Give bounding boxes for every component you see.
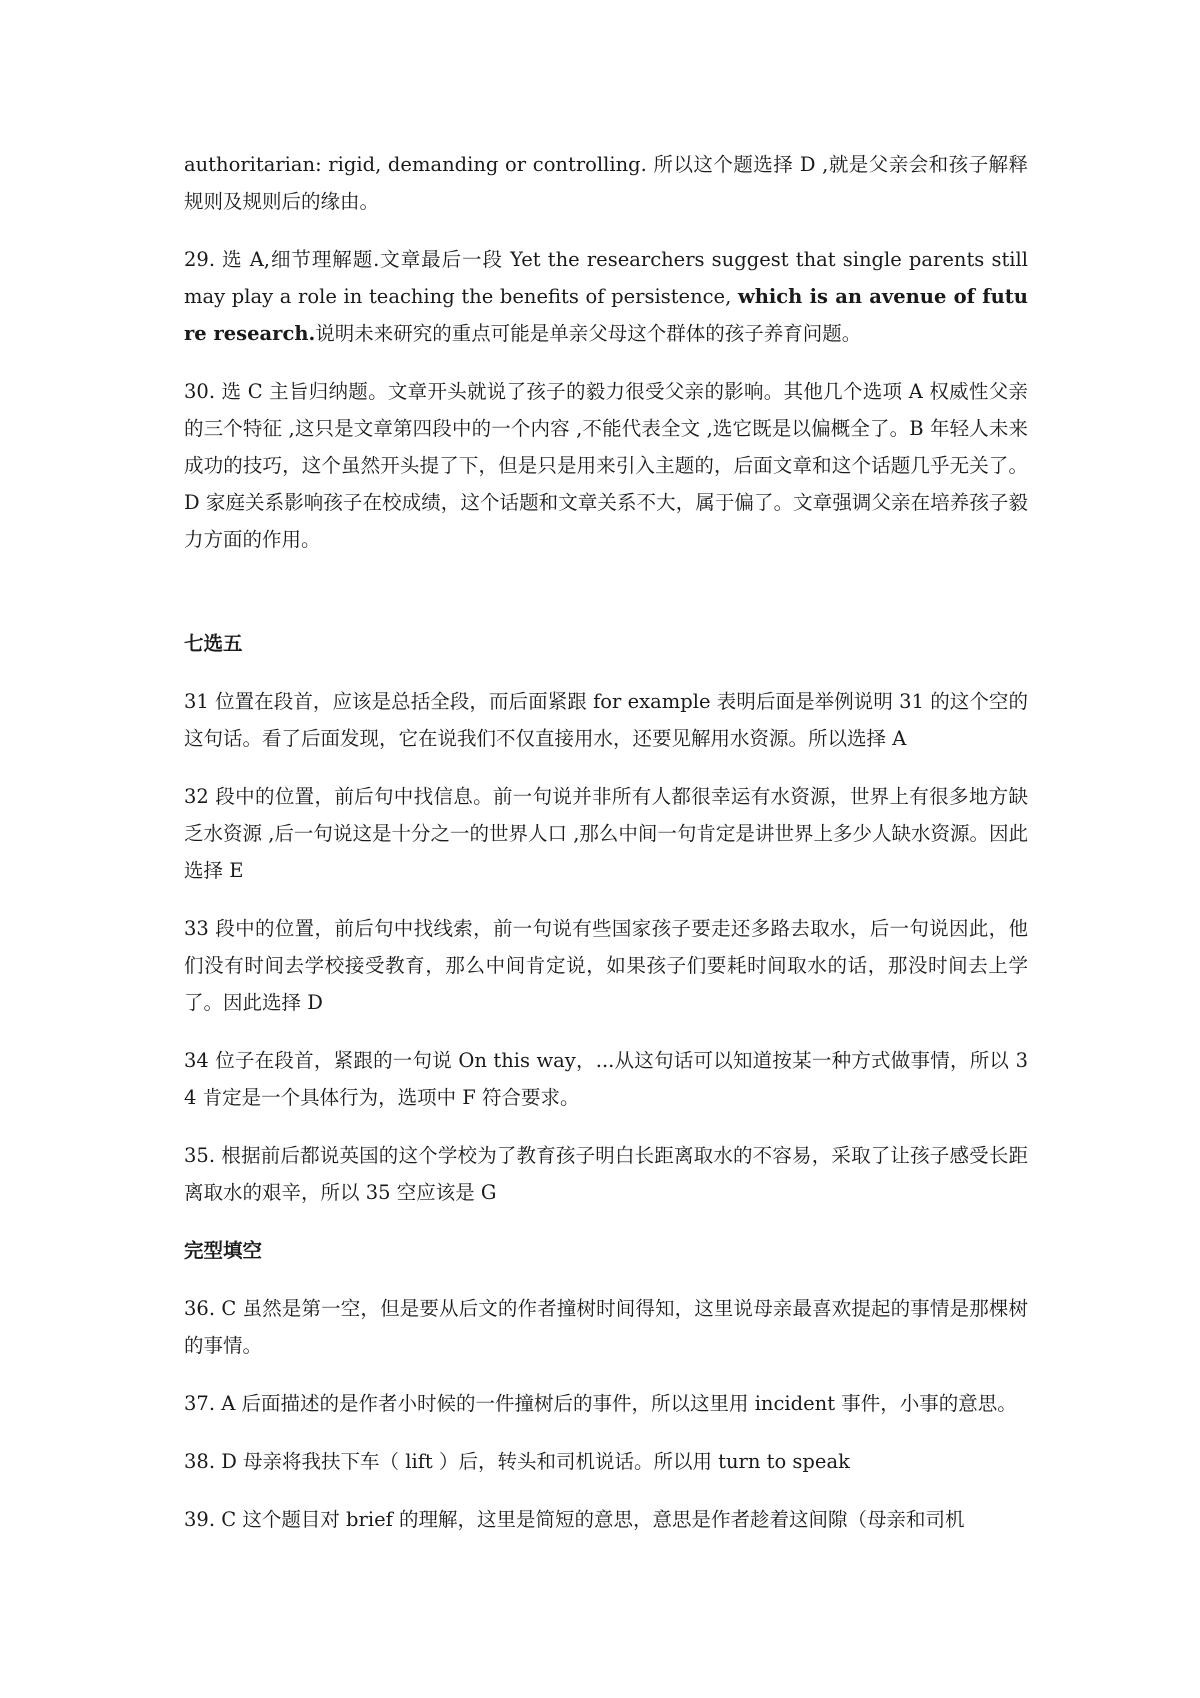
- section-heading-seven-choose-five: 七选五: [184, 632, 243, 655]
- answer-37: 37. A 后面描述的是作者小时候的一件撞树后的事件，所以这里用 incident 事件，小事的意思。: [184, 1392, 1017, 1415]
- paragraph-29-text: 29. 选 A,细节理解题.文章最后一段 Yet the researchers suggest that single parents still may play a role in teaching the benefits of persistence,: [184, 248, 1028, 308]
- document-page: [184, 146, 1028, 1559]
- paragraph-29-explanation: 说明未来研究的重点可能是单亲父母这个群体的孩子养育问题。: [315, 322, 862, 345]
- paragraph-29-bold: which is an avenue of future research.: [184, 285, 1028, 345]
- paragraph-30: 30. 选 C 主旨归纳题。文章开头就说了孩子的毅力很受父亲的影响。其他几个选项 A 权威性父亲的三个特征 ,这只是文章第四段中的一个内容 ,不能代表全文 ,选它既是以偏概全了。B 年轻人未来成功的技巧，这个虽然开头提了下，但是只是用来引入主题的，后面文章和这个话题几乎无关了。D 家庭关系影响孩子在校成绩，这个话题和文章关系不大，属于偏了。文章强调父亲在培养孩子毅力方面的作用。: [184, 380, 1028, 551]
- section-spacer: [184, 579, 1028, 625]
- answer-34: 34 位子在段首，紧跟的一句说 On this way，...从这句话可以知道按某一种方式做事情，所以 34 肯定是一个具体行为，选项中 F 符合要求。: [184, 1049, 1028, 1109]
- answer-31: 31 位置在段首，应该是总括全段，而后面紧跟 for example 表明后面是举例说明 31 的这个空的这句话。看了后面发现，它在说我们不仅直接用水，还要见解用水资源。所以选择 A: [184, 690, 1028, 750]
- answer-33: 33 段中的位置，前后句中找线索，前一句说有些国家孩子要走还多路去取水，后一句说因此，他们没有时间去学校接受教育，那么中间肯定说，如果孩子们要耗时间取水的话，那没时间去上学了。因此选择 D: [184, 917, 1028, 1014]
- answer-39: 39. C 这个题目对 brief 的理解，这里是简短的意思，意思是作者趁着这间隙（母亲和司机: [184, 1508, 965, 1531]
- answer-38: 38. D 母亲将我扶下车（ lift ）后，转头和司机说话。所以用 turn to speak: [184, 1450, 850, 1473]
- paragraph-28-continued: authoritarian: rigid, demanding or controlling. 所以这个题选择 D ,就是父亲会和孩子解释规则及规则后的缘由。: [184, 153, 1028, 213]
- paragraph-29: [184, 241, 1028, 352]
- answer-36: 36. C 虽然是第一空，但是要从后文的作者撞树时间得知，这里说母亲最喜欢提起的事情是那棵树的事情。: [184, 1297, 1028, 1357]
- answer-32: 32 段中的位置，前后句中找信息。前一句说并非所有人都很幸运有水资源，世界上有很多地方缺乏水资源 ,后一句说这是十分之一的世界人口 ,那么中间一句肯定是讲世界上多少人缺水资源。因此选择 E: [184, 785, 1028, 882]
- answer-35: 35. 根据前后都说英国的这个学校为了教育孩子明白长距离取水的不容易，采取了让孩子感受长距离取水的艰辛，所以 35 空应该是 G: [184, 1144, 1028, 1204]
- section-heading-cloze: 完型填空: [184, 1239, 263, 1262]
